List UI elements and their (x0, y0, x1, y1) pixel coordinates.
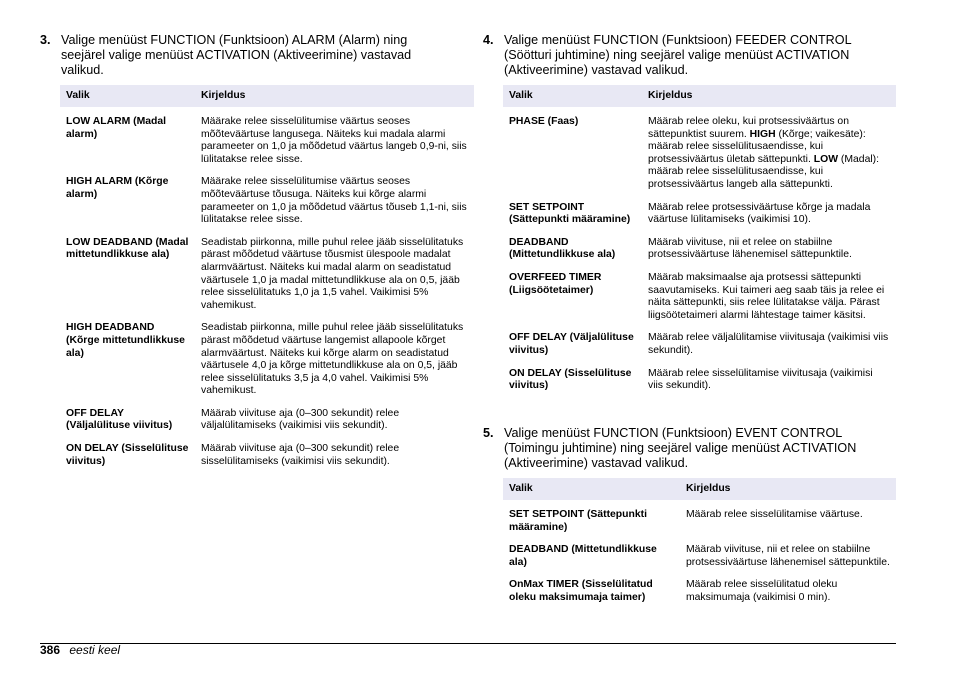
header-option: Valik (503, 85, 642, 107)
page-number: 386 (40, 643, 61, 657)
option-description: Määrab viivituse aja (0–300 sekundit) relee sisselülitamiseks (vaikimisi viis sekundit). (201, 443, 400, 467)
table-row (60, 107, 474, 176)
table-row (503, 368, 896, 403)
footer-language: eesti keel (69, 643, 121, 657)
option-description: Määrab relee väljalülitamise viivitusaja (vaikimisi viis sekundit). (648, 332, 889, 356)
option-description: Määrab relee sisselülitatud oleku maksimumaja (vaikimisi 0 min). (686, 579, 838, 603)
option-description: Määrake relee sisselülitumise väärtus seoses mõõteväärtuse langusega. Näiteks kui madala alarmi parameeter on 1,0 ja mõõdetud väärtus langeb 0,9-ni, siis lülitatakse relee sisse. (201, 116, 467, 165)
description-text: (Madal): määrab relee sisselülitusaendisse, kui protsessiväärtus langeb alla sättepunkti. (648, 153, 880, 190)
step-5-text: Valige menüüst FUNCTION (Funktsioon) EVENT CONTROL (Toimingu juhtimine) ning seejärel valige menüüst ACTIVATION (Aktiveerimine) vastavad valikud. (504, 426, 857, 470)
table-row (60, 322, 474, 408)
step-3 (40, 33, 454, 77)
step-5-number: 5. (483, 426, 494, 440)
option-description: Seadistab piirkonna, mille puhul relee jääb sisselülitatuks pärast mõõdetud väärtuse tõusmist ülespoole madalat alarmväärtust. Näiteks kui madal alarm on seadistatud väärtusele 1,0 ja madal mittetundlikkuse ala on 0,5, jääb relee sisselülitatuks 1,0 ja 1,5 vahel. Vaikimisi 5% vahemikust. (201, 236, 464, 311)
table-header-row (503, 478, 896, 500)
option-name: DEADBAND (Mittetundlikkuse ala) (509, 544, 657, 568)
table-row (60, 176, 474, 236)
header-option: Valik (60, 85, 195, 107)
page-footer (40, 644, 120, 656)
table-row (503, 202, 896, 237)
option-name: OFF DELAY (Väljalülituse viivitus) (66, 407, 173, 432)
header-option: Valik (503, 478, 680, 500)
table-row (503, 332, 896, 367)
step-5 (483, 426, 896, 470)
option-name: LOW ALARM (Madal alarm) (66, 116, 167, 140)
header-description: Kirjeldus (680, 478, 896, 500)
option-name: OVERFEED TIMER (Liigsöötetaimer) (509, 271, 602, 296)
option-name: DEADBAND (Mittetundlikkuse ala) (509, 236, 616, 261)
option-name: OFF DELAY (Väljalülituse viivitus) (509, 332, 634, 356)
footer-divider (40, 643, 896, 644)
header-description: Kirjeldus (642, 85, 896, 107)
option-description: Määrake relee sisselülitumise väärtus seoses mõõteväärtuse tõusuga. Näiteks kui kõrge alarmi parameeter on 1,0 ja mõõdetud väärtus tõuseb 1,1-ni, siis lülitatakse relee sisse. (201, 176, 467, 226)
table-row (503, 544, 896, 579)
option-name: ON DELAY (Sisselülituse viivitus) (509, 367, 632, 392)
table-row (503, 579, 896, 614)
option-name: HIGH DEADBAND (Kõrge mittetundlikkuse ala) (66, 322, 185, 359)
option-description (642, 107, 896, 202)
table-row (503, 237, 896, 272)
option-description: Määrab relee sisselülitamise viivitusaja (vaikimisi viis sekundit). (648, 367, 873, 392)
table-row (60, 443, 474, 478)
option-description: Seadistab piirkonna, mille puhul relee jääb sisselülitatuks pärast mõõdetud väärtuse langemist allapoole kõrget alarmväärtust. Näiteks kui kõrge alarm on seadistatud väärtusele 4,0 ja kõrge mittetundlikkuse ala on 0,5, jääb relee sisselülitatuks 3,5 ja 4,0 vahel. Vaikimisi 5% vahemikust. (201, 322, 464, 397)
step-4 (483, 33, 896, 77)
description-text: Määrab relee oleku, kui protsessiväärtus on sättepunktist suurem. (648, 116, 849, 140)
option-name: HIGH ALARM (Kõrge alarm) (66, 176, 169, 200)
alarm-options-table (60, 85, 474, 478)
table-header-row (503, 85, 896, 107)
description-text: (Kõrge; vaikesäte): määrab relee sisselülitusaendisse, kui protsessiväärtus ületab sättepunkti. (648, 128, 866, 165)
option-name: SET SETPOINT (Sättepunkti määramine) (509, 509, 647, 533)
table-row (503, 107, 896, 202)
option-name: OnMax TIMER (Sisselülitatud oleku maksimumaja taimer) (509, 579, 653, 603)
option-name: SET SETPOINT (Sättepunkti määramine) (509, 201, 631, 226)
table-header-row (60, 85, 474, 107)
event-control-options-table (503, 478, 896, 615)
table-row (60, 237, 474, 323)
header-description: Kirjeldus (195, 85, 474, 107)
low-keyword: LOW (813, 153, 839, 165)
option-name: ON DELAY (Sisselülituse viivitus) (66, 443, 189, 467)
table-row (60, 408, 474, 443)
high-keyword: HIGH (749, 128, 776, 140)
step-3-number: 3. (40, 33, 51, 47)
option-description: Määrab maksimaalse aja protsessi sättepunkti saavutamiseks. Kui taimeri aeg saab täis ja relee ei näita sättepunkti, siis relee lülitatakse välja. Pärast liigsöötetaimeri alarmi lähtestage taimer käsitsi. (648, 271, 885, 321)
feeder-control-options-table (503, 85, 896, 403)
option-description: Määrab viivituse aja (0–300 sekundit) relee väljalülitamiseks (vaikimisi viis sekundit). (201, 407, 400, 432)
table-row (503, 272, 896, 332)
option-name: LOW DEADBAND (Madal mittetundlikkuse ala) (66, 236, 189, 261)
step-4-text: Valige menüüst FUNCTION (Funktsioon) FEEDER CONTROL (Söötturi juhtimine) ning seejärel valige menüüst ACTIVATION (Aktiveerimine) vastavad valikud. (504, 33, 852, 77)
option-description: Määrab viivituse, nii et relee on stabiilne protsessiväärtuse lähenemisel sättepunktile. (686, 544, 890, 568)
option-description: Määrab viivituse, nii et relee on stabiilne protsessiväärtuse lähenemisel sättepunktile. (648, 236, 852, 261)
option-description: Määrab relee protsessiväärtuse kõrge ja madala väärtuse lülitamiseks (vaikimisi 10). (648, 201, 871, 226)
option-name: PHASE (Faas) (509, 116, 579, 127)
step-3-text: Valige menüüst FUNCTION (Funktsioon) ALARM (Alarm) ning seejärel valige menüüst ACTIVATION (Aktiveerimine) vastavad valikud. (61, 33, 412, 77)
option-description: Määrab relee sisselülitamise väärtuse. (686, 509, 863, 520)
step-4-number: 4. (483, 33, 494, 47)
table-row (503, 500, 896, 544)
